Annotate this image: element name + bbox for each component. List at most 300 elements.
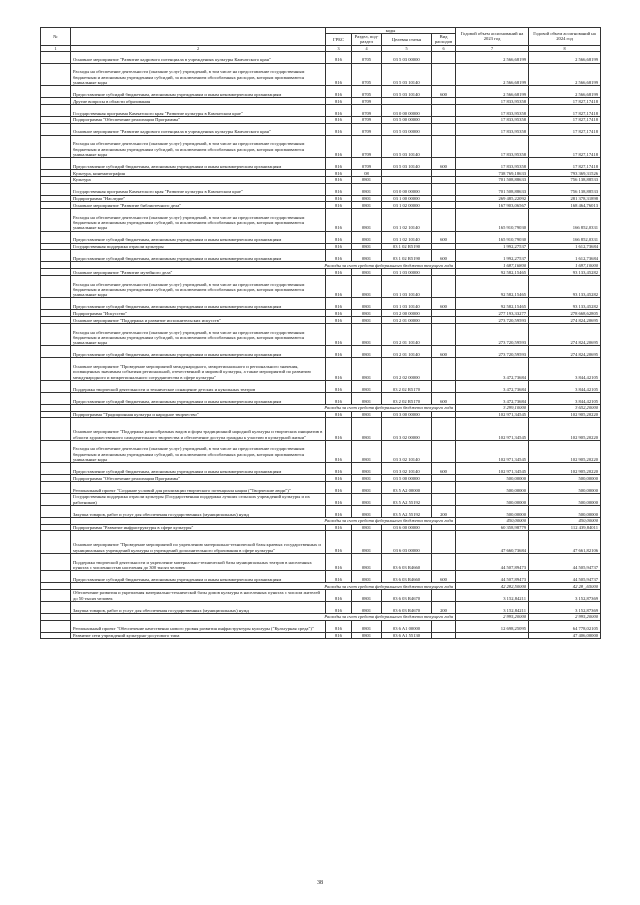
row-number-cell — [41, 63, 71, 85]
amount-2024: 17 827,17418 — [529, 157, 601, 169]
amount-2023: 2 566,68199 — [456, 86, 529, 98]
table-row — [41, 411, 601, 418]
amount-2024: 756 138,88533 — [529, 183, 601, 195]
expense-type-code — [432, 358, 456, 380]
grbs-code: 816 — [326, 195, 352, 202]
expense-type-code — [432, 169, 456, 176]
grbs-code: 816 — [326, 553, 352, 570]
target-article-code: 03 6 A1 55130 — [382, 632, 432, 639]
amount-2023: 500,00000 — [456, 493, 529, 505]
target-article-code: 03 5 03 00000 — [382, 51, 432, 63]
item-name: Расходы на обеспечение деятельности (оказание услуг) учреждений, в том числе на предоставление государственным бюджетным и автономным учреждениям субсидий, за исключением обособленных расходов, которым присваиваются уникальные коды — [71, 440, 326, 462]
section-code: 0801 — [352, 346, 382, 358]
table-row — [41, 440, 601, 462]
amount-2023: 3 152,84211 — [456, 589, 529, 601]
amount-2024: 17 827,17418 — [529, 104, 601, 116]
target-article-code: 03 5 03 10140 — [382, 157, 432, 169]
table-row — [41, 195, 601, 202]
expense-type-code: 200 — [432, 505, 456, 517]
amount-2024: 3 152,87369 — [529, 589, 601, 601]
section-code: 0801 — [352, 269, 382, 276]
amount-2023: 60 358,98779 — [456, 524, 529, 531]
amount-2023: 17 833,95358 — [456, 157, 529, 169]
section-code: 0801 — [352, 601, 382, 613]
table-row — [41, 116, 601, 123]
target-article-code: 03 6 03 R4670 — [382, 589, 432, 601]
item-name: Основное мероприятие "Проведение мероприятий международного, межрегионального и регионального значения, посвященных значимым событиям региональной, отечественной и мировой культуры, а также мероприятий по развитию международного и межрегионального сотрудничества в сфере культуры" — [71, 358, 326, 380]
expense-type-code — [432, 481, 456, 493]
table-row — [41, 86, 601, 98]
row-number-cell — [41, 463, 71, 475]
item-name: Расходы на обеспечение деятельности (оказание услуг) учреждений, в том числе на предоставление государственным бюджетным и автономным учреждениям субсидий, за исключением обособленных расходов, которым присваиваются уникальные коды — [71, 323, 326, 345]
grbs-code: 816 — [326, 116, 352, 123]
note-text: Расходы за счет средств федерального бюджета текущего года — [71, 517, 456, 524]
note-text: Расходы за счет средств федерального бюджета текущего года — [71, 583, 456, 590]
expense-type-code — [432, 531, 456, 553]
row-number-cell — [41, 183, 71, 195]
amount-2023: 92 582,15465 — [456, 269, 529, 276]
row-number-cell — [41, 481, 71, 493]
row-number-cell — [41, 104, 71, 116]
section-code: 0709 — [352, 98, 382, 105]
item-name: Подпрограмма "Развитие инфраструктуры в сфере культуры" — [71, 524, 326, 531]
table-row — [41, 632, 601, 639]
expense-type-code — [432, 135, 456, 157]
section-code: 0801 — [352, 392, 382, 404]
section-code: 0801 — [352, 183, 382, 195]
amount-2023: 2 566,68199 — [456, 51, 529, 63]
item-name: Основное мероприятие "Поддержка разнообразных видов и форм традиционной народной культуры и творческих инициатив в области художественного самодеятельного творчества и обеспечение доступа граждан к участию в культурной жизни" — [71, 418, 326, 440]
table-row — [41, 176, 601, 183]
item-name: Поддержка творческой деятельности и укрепление материально-технической базы муниципальных театров в населенных пунктах с численностью населения до 300 тысяч человек — [71, 553, 326, 570]
item-name: Расходы на обеспечение деятельности (оказание услуг) учреждений, в том числе на предоставление государственным бюджетным и автономным учреждениям субсидий, за исключением обособленных расходов, которым присваиваются уникальные коды — [71, 135, 326, 157]
grbs-code: 816 — [326, 310, 352, 317]
item-name: Основное мероприятие "Проведение мероприятий по укреплению материально-технической базы краевых государственных и муниципальных учреждений культуры и учреждений дополнительного образования в сфере культуры" — [71, 531, 326, 553]
amount-2024: 278 668,62805 — [529, 310, 601, 317]
target-article-code: 03 1 02 00000 — [382, 202, 432, 209]
item-name: Поддержка творческой деятельности и техническое оснащение детских и кукольных театров — [71, 380, 326, 392]
table-row — [41, 202, 601, 209]
row-number-cell — [41, 493, 71, 505]
amount-2023: 165 910,79030 — [456, 209, 529, 231]
header-sum-2024: Годовой объем ассигнований на 2024 год — [529, 28, 601, 46]
expense-type-code — [432, 632, 456, 639]
table-row — [41, 135, 601, 157]
item-name: Предоставление субсидий бюджетным, автономным учреждениям и иным некоммерческим организациям — [71, 231, 326, 243]
item-name: Основное мероприятие "Поддержка и развитие исполнительских искусств" — [71, 317, 326, 324]
table-row — [41, 183, 601, 195]
header-expense-type: Вид расходов — [432, 34, 456, 45]
expense-type-code — [432, 209, 456, 231]
row-number-cell — [41, 524, 71, 531]
expense-type-code — [432, 620, 456, 632]
section-code: 0801 — [352, 358, 382, 380]
expense-type-code — [432, 123, 456, 135]
amount-2023: 273 720,59593 — [456, 317, 529, 324]
amount-2024: 500,00000 — [529, 475, 601, 482]
expense-type-code: 600 — [432, 463, 456, 475]
expense-type-code — [432, 63, 456, 85]
expense-type-code — [432, 440, 456, 462]
section-code: 08 — [352, 169, 382, 176]
expense-type-code: 600 — [432, 157, 456, 169]
grbs-code: 816 — [326, 601, 352, 613]
table-row — [41, 553, 601, 570]
target-article-code: 03 6 03 00000 — [382, 531, 432, 553]
grbs-code: 816 — [326, 380, 352, 392]
item-name: Предоставление субсидий бюджетным, автономным учреждениям и иным некоммерческим организациям — [71, 463, 326, 475]
target-article-code: 03 6 00 00000 — [382, 524, 432, 531]
section-code: 0801 — [352, 275, 382, 297]
header-col-number: 2 — [71, 45, 326, 51]
amount-2023: 2 995,20000 — [456, 613, 529, 620]
amount-2023: 44 507,89473 — [456, 571, 529, 583]
item-name: Предоставление субсидий бюджетным, автономным учреждениям и иным некоммерческим организациям — [71, 571, 326, 583]
target-article-code: 03 2 02 R5170 — [382, 392, 432, 404]
table-row — [41, 317, 601, 324]
target-article-code: 03 2 01 10140 — [382, 346, 432, 358]
amount-2024: 793 369,31526 — [529, 169, 601, 176]
amount-2024: 17 827,17418 — [529, 123, 601, 135]
item-name: Расходы на обеспечение деятельности (оказание услуг) учреждений, в том числе на предоставление государственным бюджетным и автономным учреждениям субсидий, за исключением обособленных расходов, которым присваиваются уникальные коды — [71, 63, 326, 85]
header-col-number: 8 — [529, 45, 601, 51]
amount-2024: 1 612,73684 — [529, 243, 601, 250]
expense-type-code — [432, 183, 456, 195]
grbs-code: 816 — [326, 243, 352, 250]
grbs-code: 816 — [326, 358, 352, 380]
row-number-cell — [41, 209, 71, 231]
amount-2024: 102 905,20220 — [529, 440, 601, 462]
amount-2023: 3 152,84211 — [456, 601, 529, 613]
amount-2024: 3 844,42105 — [529, 358, 601, 380]
target-article-code: 03 5 00 00000 — [382, 116, 432, 123]
expense-type-code — [432, 524, 456, 531]
expense-type-code — [432, 310, 456, 317]
target-article-code: 03 5 A2 55192 — [382, 505, 432, 517]
row-number-cell — [41, 116, 71, 123]
expense-type-code — [432, 418, 456, 440]
expense-type-code — [432, 323, 456, 345]
target-article-code: 03 1 03 10140 — [382, 275, 432, 297]
row-number-cell — [41, 632, 71, 639]
target-article-code: 03 3 02 10140 — [382, 463, 432, 475]
amount-2024: 2 566,68199 — [529, 63, 601, 85]
item-name: Государственная поддержка отрасли культуры (Государственная поддержка лучших сельских учреждений культуры и их работников) — [71, 493, 326, 505]
amount-2024: 44 505,94737 — [529, 571, 601, 583]
target-article-code: 03 6 03 R4660 — [382, 571, 432, 583]
section-code: 0801 — [352, 298, 382, 310]
target-article-code: 03 2 01 00000 — [382, 317, 432, 324]
grbs-code: 816 — [326, 505, 352, 517]
amount-2023: 277 193,33277 — [456, 310, 529, 317]
amount-2023: 273 720,59593 — [456, 346, 529, 358]
row-number-cell — [41, 157, 71, 169]
target-article-code: 03 0 00 00000 — [382, 183, 432, 195]
header-col-number: 1 — [41, 45, 71, 51]
note-text: Расходы за счет средств федерального бюджета текущего года — [71, 262, 456, 269]
table-row — [41, 392, 601, 404]
amount-2024: 17 827,17418 — [529, 116, 601, 123]
note-text: Расходы за счет средств федерального бюджета текущего года — [71, 613, 456, 620]
table-row — [41, 231, 601, 243]
federal-funds-note-row — [41, 613, 601, 620]
grbs-code: 816 — [326, 440, 352, 462]
row-number-cell — [41, 51, 71, 63]
section-code: 0705 — [352, 51, 382, 63]
grbs-code: 816 — [326, 317, 352, 324]
amount-2023: 47 660,73684 — [456, 531, 529, 553]
section-code: 0801 — [352, 231, 382, 243]
amount-2024: 2 566,68199 — [529, 51, 601, 63]
row-number-cell — [41, 392, 71, 404]
table-row — [41, 358, 601, 380]
row-number-cell — [41, 86, 71, 98]
grbs-code: 816 — [326, 571, 352, 583]
expense-type-code: 600 — [432, 346, 456, 358]
table-row — [41, 505, 601, 517]
amount-2024: 17 827,17418 — [529, 135, 601, 157]
row-number-cell — [41, 589, 71, 601]
amount-2023: 3 299,10000 — [456, 404, 529, 411]
table-row — [41, 169, 601, 176]
item-name: Расходы на обеспечение деятельности (оказание услуг) учреждений, в том числе на предоставление государственным бюджетным и автономным учреждениям субсидий, за исключением обособленных расходов, которым присваиваются уникальные коды — [71, 275, 326, 297]
target-article-code: 03 5 03 10140 — [382, 63, 432, 85]
section-code: 0801 — [352, 475, 382, 482]
item-name: Развитие сети учреждений культурно-досугового типа — [71, 632, 326, 639]
header-sum-2023: Годовой объем ассигнований на 2023 год — [456, 28, 529, 46]
item-name: Основное мероприятие "Развитие кадрового потенциала в учреждениях культуры Камчатского края" — [71, 123, 326, 135]
table-row — [41, 481, 601, 493]
table-row — [41, 493, 601, 505]
row-number-cell — [41, 346, 71, 358]
section-code: 0801 — [352, 209, 382, 231]
section-code: 0705 — [352, 63, 382, 85]
expense-type-code — [432, 553, 456, 570]
target-article-code: 03 1 02 R5190 — [382, 250, 432, 262]
amount-2023: 1 992,27537 — [456, 243, 529, 250]
row-number-cell — [41, 404, 71, 411]
amount-2024: 3 844,42105 — [529, 392, 601, 404]
amount-2024: 168 464,76013 — [529, 202, 601, 209]
row-number-cell — [41, 317, 71, 324]
section-code: 0801 — [352, 632, 382, 639]
grbs-code: 816 — [326, 209, 352, 231]
section-code: 0801 — [352, 202, 382, 209]
section-code: 0801 — [352, 310, 382, 317]
item-name: Предоставление субсидий бюджетным, автономным учреждениям и иным некоммерческим организациям — [71, 346, 326, 358]
expense-type-code — [432, 317, 456, 324]
item-name: Культура, кинематография — [71, 169, 326, 176]
amount-2024: 47 406,00000 — [529, 632, 601, 639]
item-name: Обеспечение развития и укрепления материально-технической базы домов культуры в населенных пунктах с числом жителей до 50 тысяч человек — [71, 589, 326, 601]
amount-2024: 3 844,42105 — [529, 380, 601, 392]
section-code: 0801 — [352, 571, 382, 583]
grbs-code: 816 — [326, 176, 352, 183]
row-number-cell — [41, 505, 71, 517]
row-number-cell — [41, 298, 71, 310]
row-number-cell — [41, 517, 71, 524]
section-code: 0801 — [352, 589, 382, 601]
grbs-code: 816 — [326, 157, 352, 169]
grbs-code: 816 — [326, 202, 352, 209]
grbs-code: 816 — [326, 98, 352, 105]
row-number-cell — [41, 411, 71, 418]
expense-type-code: 600 — [432, 86, 456, 98]
section-code: 0709 — [352, 116, 382, 123]
target-article-code: 03 2 00 00000 — [382, 310, 432, 317]
amount-2023: 500,00000 — [456, 505, 529, 517]
grbs-code: 816 — [326, 123, 352, 135]
grbs-code: 816 — [326, 269, 352, 276]
grbs-code: 816 — [326, 346, 352, 358]
note-text: Расходы за счет средств федерального бюджета текущего года — [71, 404, 456, 411]
row-number-cell — [41, 571, 71, 583]
section-code: 0801 — [352, 620, 382, 632]
header-col-number: 4 — [352, 45, 382, 51]
table-row — [41, 243, 601, 250]
item-name: Закупка товаров, работ и услуг для обеспечения государственных (муниципальных) нужд — [71, 601, 326, 613]
table-row — [41, 269, 601, 276]
amount-2024: 93 133,45282 — [529, 275, 601, 297]
section-code: 0705 — [352, 86, 382, 98]
section-code: 0801 — [352, 243, 382, 250]
grbs-code: 816 — [326, 531, 352, 553]
table-row — [41, 63, 601, 85]
row-number-cell — [41, 169, 71, 176]
expense-type-code: 600 — [432, 231, 456, 243]
amount-2024: 500,00000 — [529, 481, 601, 493]
amount-2024: 274 824,20695 — [529, 317, 601, 324]
table-row — [41, 123, 601, 135]
header-codes: коды — [326, 28, 456, 34]
table-row — [41, 475, 601, 482]
target-article-code: 03 2 01 10140 — [382, 323, 432, 345]
expense-type-code — [432, 275, 456, 297]
federal-funds-note-row — [41, 404, 601, 411]
target-article-code: 03 2 02 R5170 — [382, 380, 432, 392]
amount-2024: 42 28_,65000 — [529, 583, 601, 590]
table-row — [41, 571, 601, 583]
target-article-code: 03 6 03 R4660 — [382, 553, 432, 570]
row-number-cell — [41, 123, 71, 135]
section-code: 0709 — [352, 123, 382, 135]
row-number-cell — [41, 231, 71, 243]
table-row — [41, 589, 601, 601]
section-code: 0801 — [352, 411, 382, 418]
grbs-code: 816 — [326, 418, 352, 440]
item-name: Государственная поддержка отрасли культуры — [71, 243, 326, 250]
section-code: 0801 — [352, 323, 382, 345]
amount-2024: 102 905,20220 — [529, 418, 601, 440]
grbs-code: 816 — [326, 104, 352, 116]
header-razdel: Раздел, под-раздел — [352, 34, 382, 45]
amount-2023: 92 582,15465 — [456, 275, 529, 297]
amount-2024: 1 612,73684 — [529, 250, 601, 262]
target-article-code: 03 6 03 R4670 — [382, 601, 432, 613]
item-name: Расходы на обеспечение деятельности (оказание услуг) учреждений, в том числе на предоставление государственным бюджетным и автономным учреждениям субсидий, за исключением обособленных расходов, которым присваиваются уникальные коды — [71, 209, 326, 231]
amount-2023: 167 903,06567 — [456, 202, 529, 209]
grbs-code: 816 — [326, 183, 352, 195]
amount-2023: 2 566,68199 — [456, 63, 529, 85]
item-name: Подпрограмма "Искусство" — [71, 310, 326, 317]
table-row — [41, 346, 601, 358]
target-article-code: 03 5 03 00000 — [382, 123, 432, 135]
amount-2023: 17 833,95358 — [456, 123, 529, 135]
expense-type-code — [432, 98, 456, 105]
item-name: Государственная программа Камчатского края "Развитие культуры в Камчатском крае" — [71, 104, 326, 116]
amount-2023: 102 971,34545 — [456, 440, 529, 462]
section-code: 0801 — [352, 380, 382, 392]
section-code: 0801 — [352, 440, 382, 462]
row-number-cell — [41, 531, 71, 553]
federal-funds-note-row — [41, 583, 601, 590]
table-row — [41, 531, 601, 553]
row-number-cell — [41, 269, 71, 276]
grbs-code: 816 — [326, 250, 352, 262]
amount-2023: 102 971,34545 — [456, 411, 529, 418]
amount-2023: 44 507,89473 — [456, 553, 529, 570]
page-number: 38 — [317, 880, 323, 886]
amount-2023: 3 472,73684 — [456, 380, 529, 392]
table-row — [41, 524, 601, 531]
expense-type-code — [432, 269, 456, 276]
amount-2023: 17 833,95358 — [456, 104, 529, 116]
expense-type-code — [432, 195, 456, 202]
amount-2023: 500,00000 — [456, 475, 529, 482]
target-article-code: 03 5 03 10140 — [382, 86, 432, 98]
header-col-number: 5 — [382, 45, 432, 51]
expense-type-code: 600 — [432, 571, 456, 583]
grbs-code: 816 — [326, 524, 352, 531]
section-code: 0801 — [352, 553, 382, 570]
grbs-code: 816 — [326, 231, 352, 243]
target-article-code: 03 5 00 00000 — [382, 475, 432, 482]
amount-2024: 166 852,0331 — [529, 209, 601, 231]
expense-type-code — [432, 243, 456, 250]
target-article-code: 03 1 02 10140 — [382, 209, 432, 231]
table-row — [41, 98, 601, 105]
grbs-code: 816 — [326, 135, 352, 157]
table-row — [41, 51, 601, 63]
table-body — [41, 51, 601, 639]
amount-2024: 500,00000 — [529, 505, 601, 517]
header-target-article: Целевая статья — [382, 34, 432, 45]
row-number-cell — [41, 176, 71, 183]
amount-2023: 450,00000 — [456, 517, 529, 524]
expense-type-code: 600 — [432, 250, 456, 262]
item-name: Предоставление субсидий бюджетным, автономным учреждениям и иным некоммерческим организациям — [71, 250, 326, 262]
grbs-code: 816 — [326, 475, 352, 482]
header-col-number: 7 — [456, 45, 529, 51]
row-number-cell — [41, 380, 71, 392]
item-name: Закупка товаров, работ и услуг для обеспечения государственных (муниципальных) нужд — [71, 505, 326, 517]
grbs-code: 816 — [326, 298, 352, 310]
amount-2024: 1 697,10000 — [529, 262, 601, 269]
amount-2024: 274 824,20695 — [529, 323, 601, 345]
section-code: 0801 — [352, 481, 382, 493]
grbs-code: 816 — [326, 86, 352, 98]
grbs-code: 816 — [326, 463, 352, 475]
section-code: 0801 — [352, 493, 382, 505]
row-number-cell — [41, 358, 71, 380]
header-number: № — [41, 28, 71, 46]
row-number-cell — [41, 195, 71, 202]
amount-2023: 3 472,73684 — [456, 358, 529, 380]
expense-type-code — [432, 51, 456, 63]
amount-2023: 500,00000 — [456, 481, 529, 493]
budget-table — [40, 27, 601, 639]
amount-2023: 17 833,95358 — [456, 98, 529, 105]
